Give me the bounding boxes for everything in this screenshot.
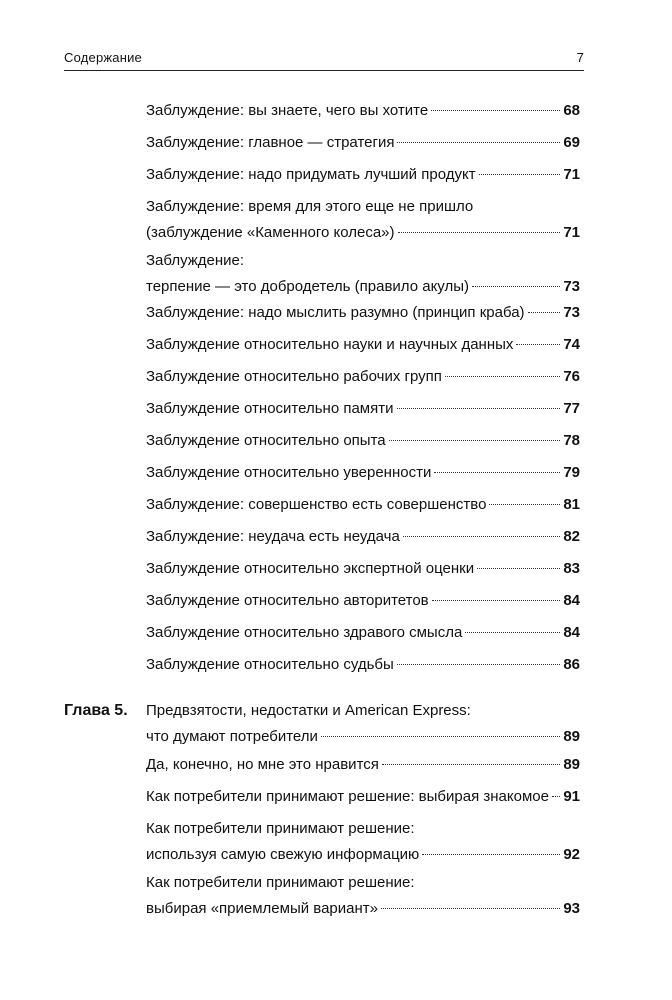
- toc-entry-title-line: Заблуждение: совершенство есть совершенство: [146, 496, 487, 513]
- toc-entry-title-line: Заблуждение относительно авторитетов: [146, 592, 429, 609]
- dot-leader: [489, 504, 560, 505]
- toc-entry: [146, 870, 580, 922]
- dot-leader: [381, 908, 560, 909]
- running-header: [64, 46, 584, 71]
- toc-entry-title-line: что думают потребители: [146, 728, 318, 745]
- dot-leader: [397, 408, 561, 409]
- toc-entry: [146, 98, 580, 124]
- toc-entry-page: 86: [563, 656, 580, 673]
- dot-leader: [528, 312, 561, 313]
- toc-entry-page: 73: [563, 304, 580, 321]
- toc-entry: [146, 194, 580, 246]
- dot-leader: [465, 632, 560, 633]
- toc-entry-page: 77: [563, 400, 580, 417]
- toc-entry-page: 92: [563, 846, 580, 863]
- toc-entry-title-line: Заблуждение: время для этого еще не пришло: [146, 198, 474, 215]
- toc-entry-row: [146, 492, 580, 518]
- chapter-label: Глава 5.: [64, 702, 128, 719]
- dot-leader: [389, 440, 561, 441]
- toc-entry-row: [146, 588, 580, 614]
- toc-entry-row: [146, 784, 580, 810]
- toc-entry-row: [146, 428, 580, 454]
- toc-entry: [146, 588, 580, 614]
- toc-entry-row: [146, 274, 580, 300]
- toc-entry: [146, 816, 580, 868]
- toc-entry: [146, 130, 580, 156]
- toc-entry-title-line: используя самую свежую информацию: [146, 846, 420, 863]
- toc-entry-page: 71: [563, 166, 580, 183]
- dot-leader: [552, 796, 560, 797]
- dot-leader: [403, 536, 560, 537]
- toc-entry-title-line: Как потребители принимают решение:: [146, 820, 415, 837]
- dot-leader: [432, 600, 561, 601]
- toc-entry-row: [146, 332, 580, 358]
- dot-leader: [431, 110, 560, 111]
- toc-entry-row: [146, 896, 580, 922]
- toc-entry-row: [146, 300, 580, 326]
- toc-entry: [146, 752, 580, 778]
- toc-entry-page: 73: [563, 278, 580, 295]
- toc-entry: [146, 332, 580, 358]
- toc-entry-row: [146, 620, 580, 646]
- toc-entry-page: 69: [563, 134, 580, 151]
- toc-entry: [146, 652, 580, 678]
- toc-entry-title-line: выбирая «приемлемый вариант»: [146, 900, 378, 917]
- toc-entry-title-line: (заблуждение «Каменного колеса»): [146, 224, 395, 241]
- dot-leader: [434, 472, 560, 473]
- toc-entry-row: [146, 524, 580, 550]
- toc-entry: [146, 428, 580, 454]
- toc-entry-title-line: Заблуждение относительно уверенности: [146, 464, 432, 481]
- toc-entry-row: [146, 364, 580, 390]
- toc-entry-row: [146, 130, 580, 156]
- toc-entry-page: 84: [563, 592, 580, 609]
- toc-entry-row: [146, 556, 580, 582]
- toc-entry-title-line: Как потребители принимают решение:: [146, 874, 415, 891]
- toc-entry-page: 76: [563, 368, 580, 385]
- toc-entry: [146, 492, 580, 518]
- dot-leader: [397, 664, 561, 665]
- toc-entry: [146, 300, 580, 326]
- toc-entry-page: 81: [563, 496, 580, 513]
- toc-entry-title-line: Заблуждение: вы знаете, чего вы хотите: [146, 102, 429, 119]
- page-number: 7: [576, 50, 584, 65]
- toc-entry: [146, 162, 580, 188]
- toc-entry-row: [146, 842, 580, 868]
- dot-leader: [398, 232, 561, 233]
- toc-entry-page: 78: [563, 432, 580, 449]
- toc-entry-page: 89: [563, 756, 580, 773]
- toc-entry-title-line: Заблуждение относительно судьбы: [146, 656, 394, 673]
- dot-leader: [321, 736, 560, 737]
- toc-entry-row: [146, 460, 580, 486]
- toc-entry-title-line: Заблуждение относительно науки и научных данных: [146, 336, 514, 353]
- toc-entry-title-line: Как потребители принимают решение: выбирая знакомое: [146, 788, 549, 805]
- toc-entry: [146, 698, 580, 750]
- section-title: Содержание: [64, 50, 142, 65]
- dot-leader: [477, 568, 560, 569]
- toc-entry-row: [146, 162, 580, 188]
- dot-leader: [397, 142, 560, 143]
- toc-entry: [146, 524, 580, 550]
- dot-leader: [516, 344, 560, 345]
- toc-entry-page: 82: [563, 528, 580, 545]
- toc-entry-page: 89: [563, 728, 580, 745]
- toc-entry-title-line: Предвзятости, недостатки и American Express:: [146, 702, 471, 719]
- toc-entry-page: 93: [563, 900, 580, 917]
- toc-entry-page: 83: [563, 560, 580, 577]
- toc-entry-page: 68: [563, 102, 580, 119]
- toc-entry-title-line: Заблуждение относительно здравого смысла: [146, 624, 463, 641]
- toc-entry: [146, 364, 580, 390]
- toc-entry-row: [146, 98, 580, 124]
- toc-entry-title-line: Заблуждение относительно рабочих групп: [146, 368, 442, 385]
- toc-entry-page: 79: [563, 464, 580, 481]
- toc-entry: [146, 396, 580, 422]
- toc-entry-row: [146, 752, 580, 778]
- toc-entry-title-line: Заблуждение относительно опыта: [146, 432, 386, 449]
- toc-entry-title-line: Заблуждение:: [146, 252, 245, 269]
- toc-entry-title-line: Заблуждение относительно памяти: [146, 400, 394, 417]
- toc-entry: [146, 556, 580, 582]
- toc-entry-title-line: Заблуждение: главное — стратегия: [146, 134, 395, 151]
- toc-entry-title-line: Заблуждение: неудача есть неудача: [146, 528, 400, 545]
- toc-entry-title-line: терпение — это добродетель (правило акулы): [146, 278, 469, 295]
- toc-entry-title-line: Заблуждение: надо придумать лучший продукт: [146, 166, 476, 183]
- toc-entry-page: 74: [563, 336, 580, 353]
- toc-entry-row: [146, 396, 580, 422]
- toc-entry: [146, 620, 580, 646]
- toc-entry-title-line: Заблуждение относительно экспертной оценки: [146, 560, 475, 577]
- toc-entry-title-line: Да, конечно, но мне это нравится: [146, 756, 379, 773]
- toc-entry-page: 84: [563, 624, 580, 641]
- toc-entry-row: [146, 724, 580, 750]
- toc-entry-title-line: Заблуждение: надо мыслить разумно (принцип краба): [146, 304, 525, 321]
- dot-leader: [445, 376, 560, 377]
- dot-leader: [422, 854, 560, 855]
- toc-entry-row: [146, 652, 580, 678]
- toc-entry: [146, 248, 580, 300]
- dot-leader: [479, 174, 561, 175]
- toc-entry-page: 71: [563, 224, 580, 241]
- toc-entry-page: 91: [563, 788, 580, 805]
- dot-leader: [472, 286, 560, 287]
- toc-entry: [146, 784, 580, 810]
- dot-leader: [382, 764, 560, 765]
- toc-entry: [146, 460, 580, 486]
- toc-entry-row: [146, 220, 580, 246]
